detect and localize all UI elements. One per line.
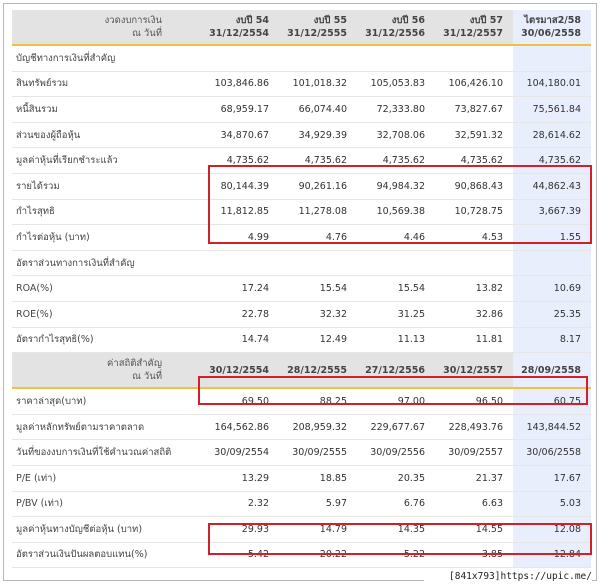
empty-cell bbox=[435, 250, 513, 276]
value-cell: 60.75 bbox=[513, 388, 591, 414]
table-row bbox=[12, 388, 591, 414]
column-header-period: งบปี 57 bbox=[469, 15, 503, 26]
column-header bbox=[435, 10, 513, 45]
value-cell: 208,959.32 bbox=[279, 414, 357, 440]
value-cell: 30/09/2557 bbox=[435, 440, 513, 466]
value-cell: 31.25 bbox=[357, 301, 435, 327]
value-cell: 90,868.43 bbox=[435, 173, 513, 199]
column-header-period: งบปี 54 bbox=[235, 15, 269, 26]
value-cell: 4.99 bbox=[202, 225, 279, 251]
table-row bbox=[12, 491, 591, 517]
value-cell: 30/09/2554 bbox=[202, 440, 279, 466]
table-row bbox=[12, 465, 591, 491]
row-label: ROE(%) bbox=[12, 301, 202, 327]
value-cell: 229,677.67 bbox=[357, 414, 435, 440]
header2-label bbox=[12, 353, 202, 389]
value-cell: 101,018.32 bbox=[279, 71, 357, 97]
value-cell: 25.35 bbox=[513, 301, 591, 327]
empty-cell bbox=[279, 45, 357, 71]
column-header bbox=[202, 10, 279, 45]
value-cell: 30/06/2558 bbox=[513, 440, 591, 466]
empty-cell bbox=[279, 250, 357, 276]
empty-cell bbox=[357, 250, 435, 276]
value-cell: 228,493.76 bbox=[435, 414, 513, 440]
value-cell: 32,708.06 bbox=[357, 122, 435, 148]
value-cell: 4,735.62 bbox=[279, 148, 357, 174]
header-label-line1: งวดงบการเงิน bbox=[104, 15, 162, 26]
row-label: รายได้รวม bbox=[12, 173, 202, 199]
value-cell: 66,074.40 bbox=[279, 97, 357, 123]
row-label: กำไรต่อหุ้น (บาท) bbox=[12, 225, 202, 251]
value-cell: 73,827.67 bbox=[435, 97, 513, 123]
value-cell: 5.22 bbox=[357, 542, 435, 568]
value-cell: 15.54 bbox=[357, 276, 435, 302]
value-cell: 4.46 bbox=[357, 225, 435, 251]
column-header: 30/12/2557 bbox=[435, 353, 513, 389]
header2-row bbox=[12, 353, 591, 389]
value-cell: 28,614.62 bbox=[513, 122, 591, 148]
value-cell: 75,561.84 bbox=[513, 97, 591, 123]
value-cell: 12.84 bbox=[513, 542, 591, 568]
value-cell: 32.86 bbox=[435, 301, 513, 327]
value-cell: 44,862.43 bbox=[513, 173, 591, 199]
table-row bbox=[12, 122, 591, 148]
column-header bbox=[357, 10, 435, 45]
value-cell: 69.50 bbox=[202, 388, 279, 414]
value-cell: 4.76 bbox=[279, 225, 357, 251]
column-header-date: 31/12/2556 bbox=[365, 28, 425, 39]
column-header-date: 30/06/2558 bbox=[521, 28, 581, 39]
column-header-date: 31/12/2555 bbox=[287, 28, 347, 39]
header-label-line2: ณ วันที่ bbox=[132, 371, 162, 383]
column-header-period: งบปี 55 bbox=[313, 15, 347, 26]
row-label: สินทรัพย์รวม bbox=[12, 71, 202, 97]
value-cell: 88.25 bbox=[279, 388, 357, 414]
value-cell: 20.35 bbox=[357, 465, 435, 491]
value-cell: 30/09/2556 bbox=[357, 440, 435, 466]
table-row bbox=[12, 542, 591, 568]
value-cell: 2.32 bbox=[202, 491, 279, 517]
column-header-period: งบปี 56 bbox=[391, 15, 425, 26]
table-row bbox=[12, 301, 591, 327]
value-cell: 13.82 bbox=[435, 276, 513, 302]
value-cell: 14.35 bbox=[357, 517, 435, 543]
watermark: [841x793]https://upic.me/ bbox=[424, 570, 592, 584]
value-cell: 14.74 bbox=[202, 327, 279, 353]
table-row bbox=[12, 517, 591, 543]
value-cell: 14.55 bbox=[435, 517, 513, 543]
column-header-period: ไตรมาส2/58 bbox=[524, 15, 581, 26]
empty-cell bbox=[202, 45, 279, 71]
value-cell: 30/09/2555 bbox=[279, 440, 357, 466]
table-row bbox=[12, 225, 591, 251]
value-cell: 11.81 bbox=[435, 327, 513, 353]
value-cell: 164,562.86 bbox=[202, 414, 279, 440]
value-cell: 3.85 bbox=[435, 542, 513, 568]
table-row bbox=[12, 173, 591, 199]
value-cell: 29.93 bbox=[202, 517, 279, 543]
value-cell: 4.53 bbox=[435, 225, 513, 251]
value-cell: 34,870.67 bbox=[202, 122, 279, 148]
value-cell: 32,591.32 bbox=[435, 122, 513, 148]
value-cell: 13.29 bbox=[202, 465, 279, 491]
value-cell: 4,735.62 bbox=[357, 148, 435, 174]
row-label: มูลค่าหุ้นที่เรียกชำระแล้ว bbox=[12, 148, 202, 174]
table-row bbox=[12, 276, 591, 302]
value-cell: 11,812.85 bbox=[202, 199, 279, 225]
value-cell: 5.03 bbox=[513, 491, 591, 517]
financial-table bbox=[12, 10, 591, 568]
column-header: 30/12/2554 bbox=[202, 353, 279, 389]
column-header-date: 31/12/2557 bbox=[443, 28, 503, 39]
value-cell: 34,929.39 bbox=[279, 122, 357, 148]
row-label: ส่วนของผู้ถือหุ้น bbox=[12, 122, 202, 148]
value-cell: 11,278.08 bbox=[279, 199, 357, 225]
value-cell: 103,846.86 bbox=[202, 71, 279, 97]
value-cell: 22.78 bbox=[202, 301, 279, 327]
value-cell: 6.63 bbox=[435, 491, 513, 517]
value-cell: 14.79 bbox=[279, 517, 357, 543]
value-cell: 12.49 bbox=[279, 327, 357, 353]
table-row bbox=[12, 440, 591, 466]
row-label: P/E (เท่า) bbox=[12, 465, 202, 491]
value-cell: 106,426.10 bbox=[435, 71, 513, 97]
value-cell: 10,569.38 bbox=[357, 199, 435, 225]
table-row bbox=[12, 71, 591, 97]
value-cell: 10,728.75 bbox=[435, 199, 513, 225]
value-cell: 97.00 bbox=[357, 388, 435, 414]
header-label-line2: ณ วันที่ bbox=[132, 28, 162, 39]
row-label: หนี้สินรวม bbox=[12, 97, 202, 123]
value-cell: 4,735.62 bbox=[435, 148, 513, 174]
table-row bbox=[12, 199, 591, 225]
column-header: 27/12/2556 bbox=[357, 353, 435, 389]
value-cell: 68,959.17 bbox=[202, 97, 279, 123]
empty-cell bbox=[202, 250, 279, 276]
row-label: กำไรสุทธิ bbox=[12, 199, 202, 225]
value-cell: 72,333.80 bbox=[357, 97, 435, 123]
row-label: มูลค่าหลักทรัพย์ตามราคาตลาด bbox=[12, 414, 202, 440]
value-cell: 96.50 bbox=[435, 388, 513, 414]
value-cell: 90,261.16 bbox=[279, 173, 357, 199]
table-row bbox=[12, 414, 591, 440]
empty-cell bbox=[513, 45, 591, 71]
column-header: 28/12/2555 bbox=[279, 353, 357, 389]
row-label: อัตราส่วนเงินปันผลตอบแทน(%) bbox=[12, 542, 202, 568]
value-cell: 17.67 bbox=[513, 465, 591, 491]
value-cell: 12.08 bbox=[513, 517, 591, 543]
row-label: ROA(%) bbox=[12, 276, 202, 302]
section-title: อัตราส่วนทางการเงินที่สำคัญ bbox=[12, 250, 202, 276]
row-label: P/BV (เท่า) bbox=[12, 491, 202, 517]
value-cell: 11.13 bbox=[357, 327, 435, 353]
value-cell: 10.69 bbox=[513, 276, 591, 302]
row-label: ราคาล่าสุด(บาท) bbox=[12, 388, 202, 414]
header-label-line1: ค่าสถิติสำคัญ bbox=[107, 358, 162, 370]
value-cell: 4,735.62 bbox=[202, 148, 279, 174]
row-label: อัตรากำไรสุทธิ(%) bbox=[12, 327, 202, 353]
value-cell: 5.42 bbox=[202, 542, 279, 568]
table-row bbox=[12, 148, 591, 174]
value-cell: 104,180.01 bbox=[513, 71, 591, 97]
value-cell: 5.97 bbox=[279, 491, 357, 517]
value-cell: 4,735.62 bbox=[513, 148, 591, 174]
value-cell: 80,144.39 bbox=[202, 173, 279, 199]
header1-row bbox=[12, 10, 591, 45]
section-title-row bbox=[12, 250, 591, 276]
value-cell: 18.85 bbox=[279, 465, 357, 491]
value-cell: 1.55 bbox=[513, 225, 591, 251]
screenshot-frame bbox=[3, 3, 597, 581]
empty-cell bbox=[513, 250, 591, 276]
value-cell: 17.24 bbox=[202, 276, 279, 302]
value-cell: 94,984.32 bbox=[357, 173, 435, 199]
section-title-row bbox=[12, 45, 591, 71]
value-cell: 15.54 bbox=[279, 276, 357, 302]
empty-cell bbox=[357, 45, 435, 71]
column-header: 28/09/2558 bbox=[513, 353, 591, 389]
column-header bbox=[279, 10, 357, 45]
value-cell: 6.76 bbox=[357, 491, 435, 517]
table-row bbox=[12, 97, 591, 123]
value-cell: 32.32 bbox=[279, 301, 357, 327]
empty-cell bbox=[435, 45, 513, 71]
value-cell: 143,844.52 bbox=[513, 414, 591, 440]
value-cell: 21.37 bbox=[435, 465, 513, 491]
section-title: บัญชีทางการเงินที่สำคัญ bbox=[12, 45, 202, 71]
value-cell: 105,053.83 bbox=[357, 71, 435, 97]
value-cell: 8.17 bbox=[513, 327, 591, 353]
column-header-date: 31/12/2554 bbox=[209, 28, 269, 39]
column-header bbox=[513, 10, 591, 45]
header1-label bbox=[12, 10, 202, 45]
row-label: มูลค่าหุ้นทางบัญชีต่อหุ้น (บาท) bbox=[12, 517, 202, 543]
table-row bbox=[12, 327, 591, 353]
value-cell: 3,667.39 bbox=[513, 199, 591, 225]
row-label: วันที่ของงบการเงินที่ใช้คำนวณค่าสถิติ bbox=[12, 440, 202, 466]
value-cell: 20.22 bbox=[279, 542, 357, 568]
